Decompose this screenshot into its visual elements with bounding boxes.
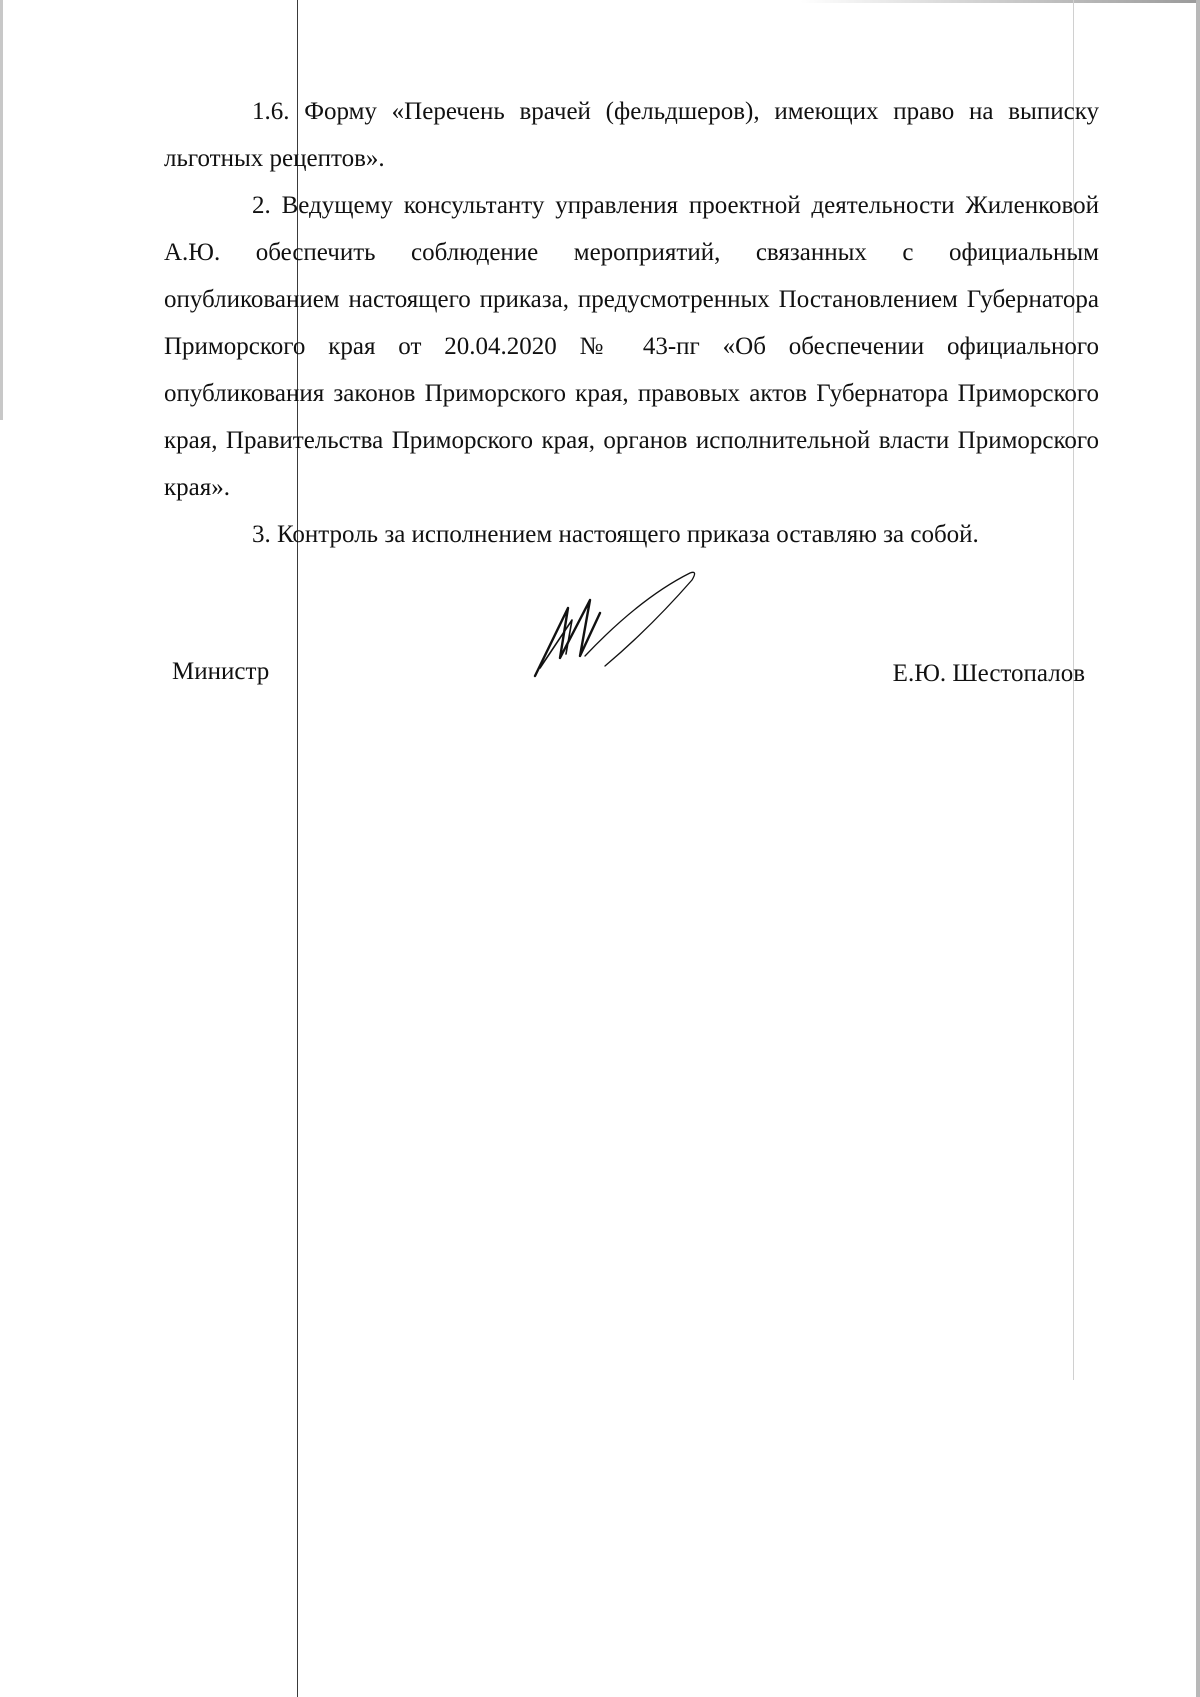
position-title: Министр [172, 658, 270, 685]
scan-edge [800, 0, 1200, 3]
scan-edge [1196, 0, 1200, 1697]
paragraph-3: 3. Контроль за исполнением настоящего приказа оставляю за собой. [252, 521, 979, 548]
paragraph-2: 2. Ведущему консультанту управления проектной деятельности Жиленковой А.Ю. обеспечить соблюдение мероприятий, связанных с официальным опубликованием настоящего приказа, предусмотренных Постановлением Губернатора Приморского края от 20.04.2020 № 43-пг «Об обеспечении официального опубликования законов Приморского края, правовых актов Губернатора Приморского края, Правительства Приморского края, органов исполнительной власти Приморского края». [164, 192, 1099, 501]
document-body [164, 88, 1099, 558]
paragraph-1-6: 1.6. Форму «Перечень врачей (фельдшеров), имеющих право на выписку льготных рецептов». [164, 98, 1099, 172]
scan-edge [0, 0, 3, 420]
signatory-name: Е.Ю. Шестопалов [892, 660, 1085, 687]
signature-block [164, 648, 1099, 698]
